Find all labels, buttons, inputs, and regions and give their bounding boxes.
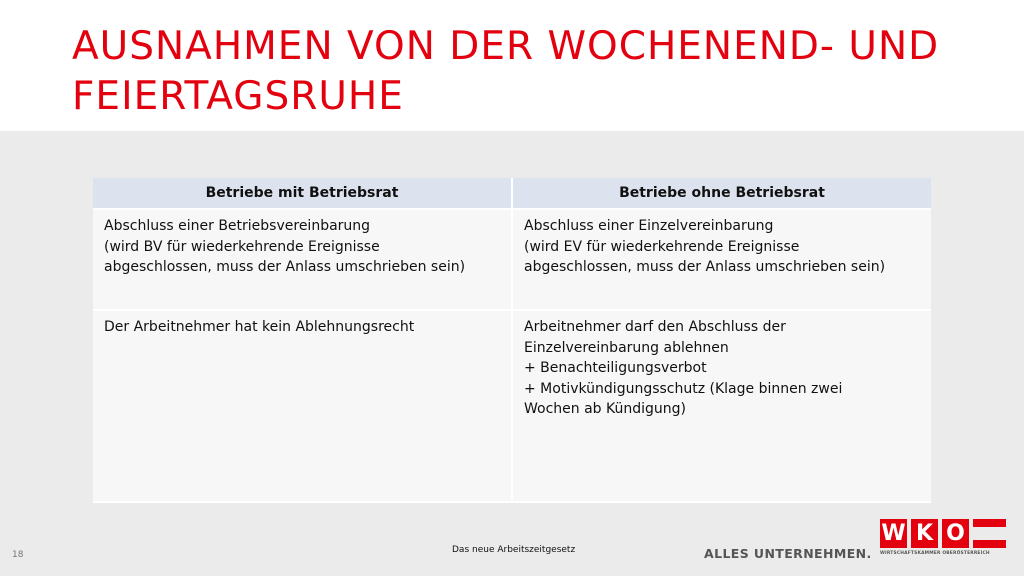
logo-subtitle: WIRTSCHAFTSKAMMER OBERÖSTERREICH: [880, 551, 990, 556]
cell-text-line: (wird BV für wiederkehrende Ereignisse: [104, 238, 380, 255]
logo-flag-stripes: [973, 519, 1006, 548]
wko-logo: [880, 519, 1006, 563]
slide-title: AUSNAHMEN VON DER WOCHENEND- UND FEIERTAGSRUHE: [72, 24, 940, 119]
cell-text-line: Abschluss einer Einzelvereinbarung: [524, 218, 774, 234]
footer-caption: Das neue Arbeitszeitgesetz: [452, 545, 576, 555]
cell-text-line: abgeschlossen, muss der Anlass umschrieben sein): [104, 259, 466, 275]
cell-text-line: abgeschlossen, muss der Anlass umschrieben sein): [524, 259, 886, 275]
table-row: [93, 209, 931, 310]
logo-letter-w: W: [881, 521, 906, 546]
comparison-table: [93, 178, 931, 503]
table-header-row: [93, 178, 931, 209]
logo-stripe: [973, 540, 1006, 548]
page-number: 18: [12, 550, 24, 560]
cell-text-line: Arbeitnehmer darf den Abschluss der: [524, 319, 786, 335]
cell-text-line: + Motivkündigungsschutz (Klage binnen zwei: [524, 380, 843, 397]
table-cell: [93, 209, 512, 310]
slide-header: [0, 0, 1024, 131]
cell-text-line: (wird EV für wiederkehrende Ereignisse: [524, 238, 800, 255]
cell-text-line: Der Arbeitnehmer hat kein Ablehnungsrecht: [104, 319, 415, 335]
column-header-with-works-council: Betriebe mit Betriebsrat: [93, 178, 512, 209]
table-cell: [512, 310, 931, 502]
table-row: [93, 310, 931, 502]
cell-text-line: Wochen ab Kündigung): [524, 401, 686, 417]
table-cell: [512, 209, 931, 310]
table-cell: [93, 310, 512, 502]
logo-stripe: [973, 519, 1006, 527]
column-header-without-works-council: Betriebe ohne Betriebsrat: [512, 178, 931, 209]
cell-text-line: + Benachteiligungsverbot: [524, 360, 707, 376]
company-slogan: ALLES UNTERNEHMEN.: [704, 546, 872, 561]
comparison-table-container: [93, 178, 931, 502]
logo-letter-k: K: [911, 519, 938, 548]
cell-text-line: Abschluss einer Betriebsvereinbarung: [104, 218, 371, 234]
cell-text-line: Einzelvereinbarung ablehnen: [524, 339, 729, 356]
logo-letter-o: O: [942, 519, 969, 548]
